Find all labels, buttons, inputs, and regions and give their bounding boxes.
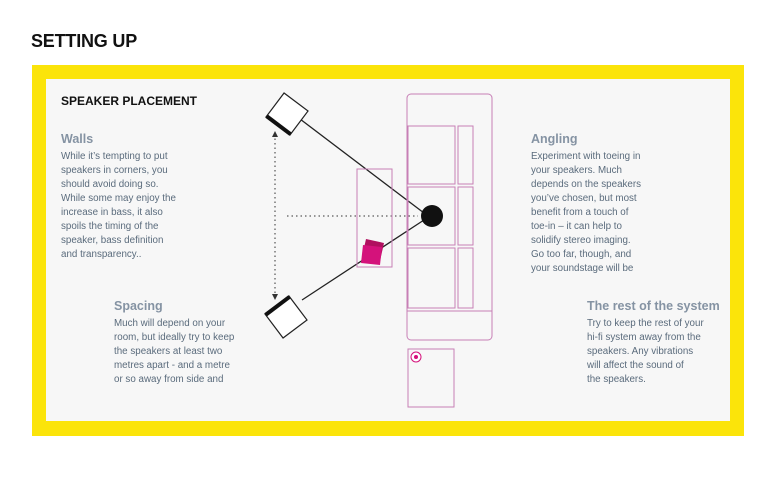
angling-line: solidify stereo imaging. [531, 235, 631, 246]
walls-line: speakers in corners, you [61, 165, 168, 176]
arrow-up-icon [272, 131, 278, 137]
rest-line: speakers. Any vibrations [587, 346, 694, 357]
angling-heading: Angling [531, 132, 578, 146]
angling-line: your soundstage will be [531, 263, 634, 274]
walls-line: increase in bass, it also [61, 207, 163, 218]
spacing-line: room, but ideally try to keep [114, 332, 235, 343]
angling-line: benefit from a touch of [531, 207, 629, 218]
angling-line: depends on the speakers [531, 179, 642, 190]
speaker-top [265, 93, 308, 136]
walls-line: While some may enjoy the [61, 193, 176, 204]
walls-line: spoils the timing of the [61, 221, 159, 232]
angling-line: Go too far, though, and [531, 249, 632, 260]
angling-line: you’ve chosen, but most [531, 193, 637, 204]
spacing-line: or so away from side and [114, 374, 224, 385]
section-title: SPEAKER PLACEMENT [61, 94, 198, 108]
diagram-panel [46, 79, 730, 421]
rest-line: Try to keep the rest of your [587, 318, 704, 329]
angling-line: toe-in – it can help to [531, 221, 622, 232]
angling-line: Experiment with toeing in [531, 151, 641, 162]
arrow-down-icon [272, 294, 278, 300]
rest-heading: The rest of the system [587, 299, 720, 313]
angling-line: your speakers. Much [531, 165, 622, 176]
rest-line: will affect the sound of [587, 360, 684, 371]
spacing-line: Much will depend on your [114, 318, 226, 329]
speaker-bottom [264, 295, 307, 338]
magazines-icon [361, 239, 384, 265]
rest-line: the speakers. [587, 374, 646, 385]
listener-head [421, 205, 443, 227]
spacing-line: the speakers at least two [114, 346, 223, 357]
walls-line: While it’s tempting to put [61, 151, 168, 162]
walls-line: and transparency.. [61, 249, 142, 260]
yellow-frame [32, 65, 744, 436]
sofa [407, 94, 492, 340]
page-title: SETTING UP [31, 31, 138, 51]
walls-line: speaker, bass definition [61, 235, 164, 246]
lamp-icon [411, 352, 421, 362]
walls-line: should avoid doing so. [61, 179, 159, 190]
placement-diagram [46, 79, 730, 421]
speaker-line-top [300, 119, 424, 213]
rest-line: hi-fi system away from the [587, 332, 701, 343]
spacing-line: metres apart - and a metre [114, 360, 230, 371]
spacing-heading: Spacing [114, 299, 163, 313]
walls-heading: Walls [61, 132, 94, 146]
